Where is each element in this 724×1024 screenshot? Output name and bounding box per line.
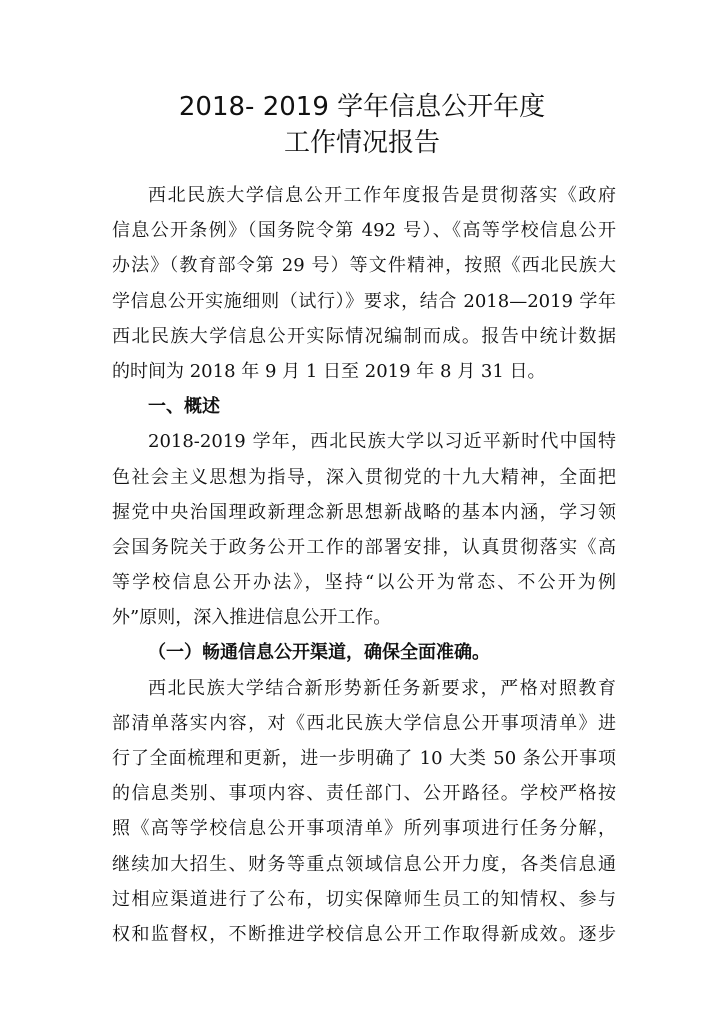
- paragraph-line: 办法》（教育部令第 29 号）等文件精神，按照《西北民族大: [112, 255, 616, 277]
- paragraph-line: 继续加大招生、财务等重点领域信息公开力度，各类信息通: [112, 853, 616, 875]
- paragraph-line: 外”原则，深入推进信息公开工作。: [112, 607, 392, 629]
- paragraph-line: 的信息类别、事项内容、责任部门、公开路径。学校严格按: [112, 783, 616, 805]
- paragraph-line: 行了全面梳理和更新，进一步明确了 10 大类 50 条公开事项: [112, 748, 616, 769]
- section-heading: 一、概述: [148, 396, 220, 418]
- paragraph-line: 照《高等学校信息公开事项清单》所列事项进行任务分解，: [112, 818, 616, 840]
- paragraph-line: 2018-2019 学年，西北民族大学以习近平新时代中国特: [148, 431, 616, 453]
- document-title-line-2: 工作情况报告: [283, 128, 440, 158]
- paragraph-line: 过相应渠道进行了公布，切实保障师生员工的知情权、参与: [112, 888, 616, 910]
- paragraph-line: 部清单落实内容，对《西北民族大学信息公开事项清单》进: [112, 712, 616, 734]
- paragraph-line: 信息公开条例》（国务院令第 492 号）、《高等学校信息公开: [112, 220, 616, 242]
- paragraph-line: 色社会主义思想为指导，深入贯彻党的十九大精神，全面把: [112, 466, 616, 488]
- paragraph-line: 握党中央治国理政新理念新思想新战略的基本内涵，学习领: [112, 501, 616, 523]
- paragraph-line: 西北民族大学信息公开实际情况编制而成。报告中统计数据: [112, 325, 616, 347]
- paragraph-line: 等学校信息公开办法》，坚持“以公开为常态、不公开为例: [112, 572, 616, 594]
- document-title-line-1: 2018- 2019 学年信息公开年度: [178, 92, 546, 122]
- document-body: [112, 178, 616, 952]
- paragraph-line: 学信息公开实施细则（试行）》要求，结合 2018—2019 学年: [112, 290, 616, 312]
- paragraph-line: 西北民族大学结合新形势新任务新要求，严格对照教育: [148, 677, 616, 699]
- paragraph-line: 的时间为 2018 年 9 月 1 日至 2019 年 8 月 31 日。: [112, 360, 546, 382]
- subsection-heading: （一）畅通信息公开渠道，确保全面准确。: [148, 642, 490, 664]
- paragraph-line: 会国务院关于政务公开工作的部署安排，认真贯彻落实《高: [112, 536, 616, 558]
- paragraph-line: 权和监督权，不断推进学校信息公开工作取得新成效。逐步: [112, 923, 616, 945]
- paragraph-line: 西北民族大学信息公开工作年度报告是贯彻落实《政府: [148, 185, 616, 206]
